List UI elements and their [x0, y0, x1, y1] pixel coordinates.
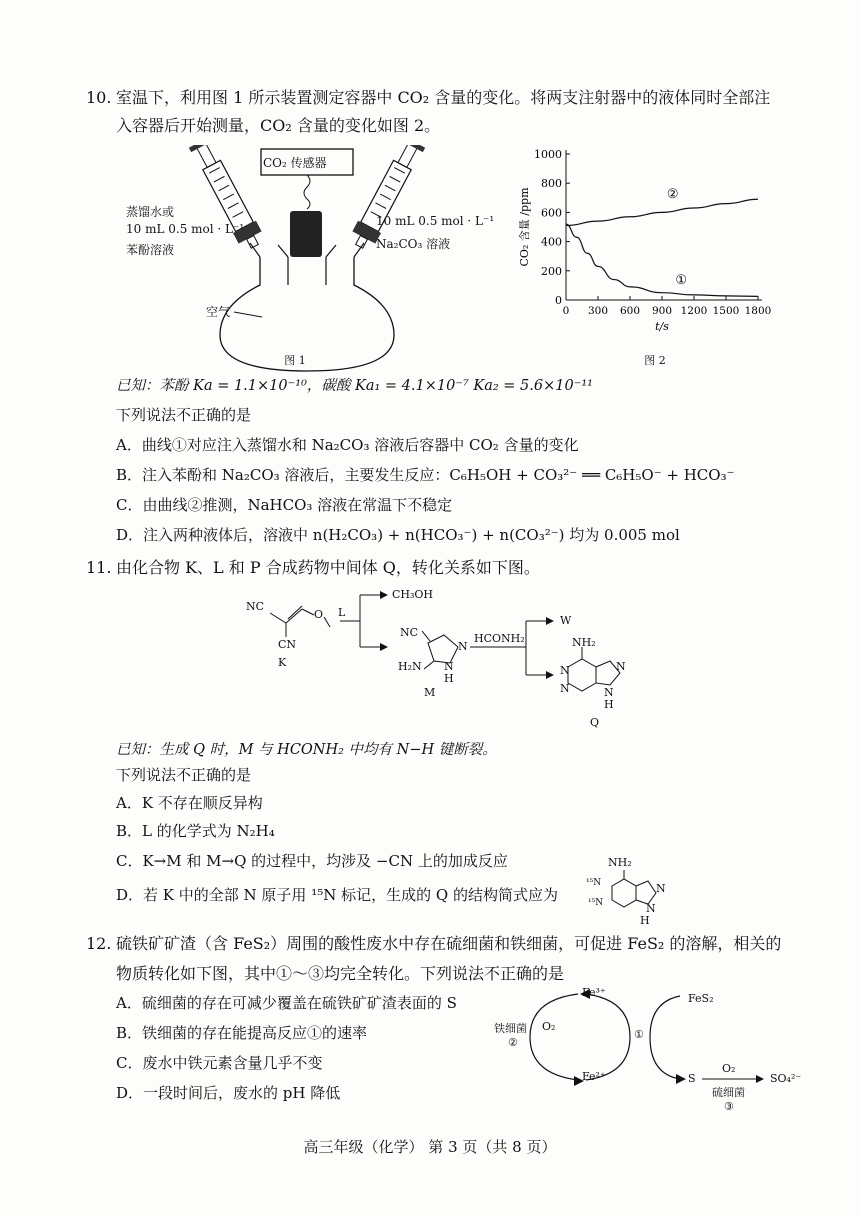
fes2-label: FeS₂: [688, 992, 714, 1005]
hconh2-label: HCONH₂: [474, 632, 525, 645]
m-label: M: [424, 686, 436, 699]
q10-prompt: 下列说法不正确的是: [116, 406, 252, 424]
circle-1-label: ①: [634, 1028, 644, 1041]
q11-option-d: D．若 K 中的全部 N 原子用 ¹⁵N 标记，生成的 Q 的结构简式应为: [116, 886, 558, 904]
figure-1-caption: 图 1: [284, 354, 306, 367]
d-h: H: [640, 914, 650, 927]
sulfur-bacteria-label: 硫细菌: [712, 1086, 745, 1099]
iron-bacteria-label: 铁细菌: [494, 1022, 527, 1035]
series-line-1: [566, 224, 758, 296]
o2-right-label: O₂: [722, 1062, 736, 1075]
co2-sensor-label: CO₂ 传感器: [263, 156, 327, 170]
q12-stem-line1: 硫铁矿矿渣（含 FeS₂）周围的酸性废水中存在硫细菌和铁细菌，可促进 FeS₂ 的溶解，相关的: [116, 934, 782, 953]
left-syringe-label-2: 10 mL 0.5 mol · L⁻¹: [126, 222, 245, 236]
q11-option-a: A．K 不存在顺反异构: [116, 794, 263, 812]
q10-option-b: B．注入苯酚和 Na₂CO₃ 溶液后，主要发生反应：C₆H₅OH + CO₃²⁻ ══ C₆H₅O⁻ + HCO₃⁻: [116, 466, 735, 484]
left-syringe-label-1: 蒸馏水或: [126, 205, 175, 219]
series-label-1: ①: [675, 272, 688, 288]
q10-option-d: D．注入两种液体后，溶液中 n(H₂CO₃) + n(HCO₃⁻) + n(CO₃²⁻) 均为 0.005 mol: [116, 526, 680, 544]
m-h: H: [444, 672, 454, 685]
so4-label: SO₄²⁻: [770, 1072, 802, 1085]
y-tick-label: 0: [555, 294, 562, 307]
x-tick-label: 1800: [744, 305, 772, 317]
m-nc: NC: [400, 626, 419, 639]
x-axis-label: t/s: [655, 320, 669, 333]
q10-option-a: A．曲线①对应注入蒸馏水和 Na₂CO₃ 溶液后容器中 CO₂ 含量的变化: [116, 436, 579, 454]
y-tick-label: 200: [541, 264, 562, 278]
q12-option-c: C．废水中铁元素含量几乎不变: [116, 1054, 323, 1072]
right-syringe-label-2: Na₂CO₃ 溶液: [376, 237, 451, 251]
q-n2: N: [560, 682, 570, 695]
q-h: H: [604, 698, 614, 711]
w-label: W: [560, 614, 572, 627]
x-tick-label: 1500: [712, 305, 740, 317]
q12-option-d: D．一段时间后，废水的 pH 降低: [116, 1084, 341, 1102]
m-n2: N: [444, 660, 454, 673]
m-h2n: H₂N: [398, 660, 422, 673]
k-nc: NC: [246, 600, 265, 613]
q-n4: N: [604, 686, 614, 699]
y-tick-label: 400: [541, 235, 562, 249]
q12-number: 12.: [86, 934, 112, 953]
air-label: 空气: [206, 305, 231, 319]
q10-known-constants: 已知：苯酚 Ka = 1.1×10⁻¹⁰，碳酸 Ka₁ = 4.1×10⁻⁷ Ka₂ = 5.6×10⁻¹¹: [116, 378, 593, 394]
right-syringe-label-1: 10 mL 0.5 mol · L⁻¹: [376, 214, 495, 228]
q-n3: N: [616, 660, 626, 673]
y-tick-label: 600: [541, 206, 562, 220]
series-line-2: [566, 199, 758, 225]
page-footer: 高三年级（化学） 第 3 页（共 8 页）: [303, 1138, 557, 1156]
fe2-label: Fe²⁺: [582, 1070, 606, 1083]
fe3-label: Fe³⁺: [582, 986, 606, 999]
left-syringe-label-3: 苯酚溶液: [126, 243, 175, 257]
x-tick-label: 300: [587, 305, 609, 317]
circle-2-label: ②: [508, 1036, 518, 1049]
y-tick-label: 800: [541, 177, 562, 191]
k-label: K: [278, 656, 287, 669]
q11-known: 已知：生成 Q 时，M 与 HCONH₂ 中均有 N−H 键断裂。: [116, 742, 497, 758]
x-tick-label: 900: [651, 305, 673, 317]
x-tick-label: 0: [562, 305, 570, 317]
q11-stem: 由化合物 K、L 和 P 合成药物中间体 Q，转化关系如下图。: [116, 558, 540, 577]
figure-2-chart: [508, 142, 778, 342]
x-tick-label: 600: [619, 305, 641, 317]
s-label: S: [688, 1072, 696, 1085]
m-n1: N: [458, 640, 468, 653]
d-n15b: ¹⁵N: [588, 898, 604, 908]
q11-number: 11.: [86, 558, 112, 577]
circle-3-label: ③: [724, 1100, 734, 1113]
q12-stem-line2: 物质转化如下图，其中①～③均完全转化。下列说法不正确的是: [116, 964, 565, 983]
q10-option-c: C．由曲线②推测，NaHCO₃ 溶液在常温下不稳定: [116, 496, 453, 514]
series-label-2: ②: [666, 186, 679, 202]
q12-option-b: B．铁细菌的存在能提高反应①的速率: [116, 1024, 368, 1042]
k-cn: CN: [278, 638, 297, 651]
y-tick-label: 1000: [534, 148, 562, 161]
o2-left-label: O₂: [542, 1020, 556, 1033]
q11-option-b: B．L 的化学式为 N₂H₄: [116, 822, 275, 840]
q10-stem-line1: 室温下，利用图 1 所示装置测定容器中 CO₂ 含量的变化。将两支注射器中的液体同时全部注: [116, 88, 771, 107]
reaction-scheme: [230, 585, 660, 730]
cycle-diagram: [490, 982, 820, 1122]
q11-prompt: 下列说法不正确的是: [116, 766, 252, 784]
figure-2-caption: 图 2: [644, 354, 666, 367]
d-nh2: NH₂: [608, 856, 632, 869]
k-o: O: [314, 608, 324, 621]
q-label: Q: [590, 716, 600, 729]
d-n1: N: [656, 882, 666, 895]
x-tick-label: 1200: [680, 305, 708, 317]
q-nh2: NH₂: [572, 636, 596, 649]
q10-number: 10.: [86, 88, 112, 107]
q-n1: N: [560, 664, 570, 677]
d-n15a: ¹⁵N: [586, 878, 602, 888]
ch3oh-label: CH₃OH: [392, 588, 434, 601]
q11-option-c: C．K→M 和 M→Q 的过程中，均涉及 −CN 上的加成反应: [116, 852, 508, 870]
q10-stem-line2: 入容器后开始测量，CO₂ 含量的变化如图 2。: [116, 116, 441, 135]
q12-option-a: A．硫细菌的存在可减少覆盖在硫铁矿矿渣表面的 S: [116, 994, 457, 1012]
y-axis-label: CO₂ 含量 /ppm: [518, 187, 531, 267]
figure-1-apparatus: [110, 145, 510, 375]
d-n2: N: [646, 902, 656, 915]
l-label: L: [338, 606, 346, 619]
